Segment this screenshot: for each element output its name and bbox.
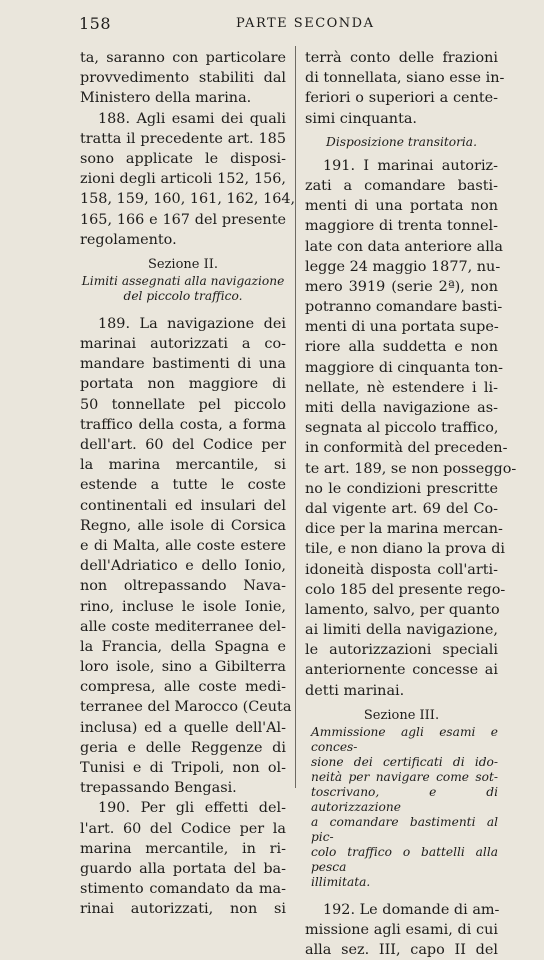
section-title: Sezione II.	[147, 256, 219, 272]
text-line: idoneità disposta coll'arti-	[305, 561, 498, 578]
section-subtitle-line: Ammissione agli esami e conces-	[311, 724, 498, 754]
text-line: compresa, alle coste medi-	[80, 679, 286, 696]
section-subtitle-line: colo traffico o battelli alla pesca	[311, 844, 498, 874]
text-line: portata non maggiore di	[80, 376, 286, 393]
text-line: segnata al piccolo traffico,	[305, 420, 499, 437]
text-line: l'art. 60 del Codice per la	[80, 820, 286, 837]
section-subtitle-line: sione dei certificati di ido-	[311, 754, 498, 769]
text-line: 158, 159, 160, 161, 162, 164,	[80, 191, 296, 208]
page-header	[0, 14, 544, 36]
text-line: detti marinai.	[305, 682, 405, 699]
text-line: trepassando Bengasi.	[80, 780, 237, 797]
text-line: dell'art. 60 del Codice per	[80, 437, 286, 453]
text-line: anteriornente concesse ai	[305, 662, 498, 679]
article-192-start: 192. Le domande di am-	[323, 901, 500, 918]
text-line: e di Malta, alle coste estere	[80, 537, 286, 554]
text-line: continentali ed insulari del	[80, 497, 286, 514]
text-line: menti di una portata supe-	[305, 319, 499, 336]
text-line: traffico della costa, a forma	[80, 416, 286, 433]
section-subtitle-line: del piccolo traffico.	[123, 288, 243, 303]
text-line: di tonnellata, siano esse in-	[305, 70, 505, 87]
text-line: loro isole, sino a Gibilterra	[80, 659, 286, 676]
article-188-start: 188. Agli esami dei quali	[98, 110, 286, 127]
text-line: zati a comandare basti-	[305, 177, 498, 194]
text-line: colo 185 del presente rego-	[305, 581, 506, 598]
text-line: 165, 166 e 167 del presente	[80, 211, 286, 228]
text-line: nellate, nè estendere i li-	[305, 379, 498, 396]
article-189-start: 189. La navigazione dei	[98, 315, 286, 332]
text-line: stimento comandato da ma-	[80, 881, 286, 898]
text-line: in conformità del preceden-	[305, 440, 508, 457]
text-line: miti della navigazione as-	[305, 400, 498, 416]
text-line: ta, saranno con particolare	[80, 50, 286, 66]
text-line: geria e delle Reggenze di	[80, 739, 286, 756]
text-line: marina mercantile, in ri-	[80, 840, 286, 857]
text-line: riore alla suddetta e non	[305, 339, 498, 356]
left-column	[80, 48, 296, 920]
text-line: dal vigente art. 69 del Co-	[305, 500, 498, 517]
text-line: rinai autorizzati, non si	[80, 901, 286, 918]
text-line: marinai autorizzati a co-	[80, 336, 286, 353]
text-line: le autorizzazioni speciali	[305, 642, 498, 659]
right-column	[305, 48, 517, 960]
text-line: Tunisi e di Tripoli, non ol-	[80, 760, 286, 776]
text-line: terranee del Marocco (Ceuta	[80, 699, 292, 716]
running-head: PARTE SECONDA	[236, 16, 375, 31]
text-line: sono applicate le disposi-	[80, 150, 286, 167]
text-line: Ministero della marina.	[80, 90, 252, 107]
section-title: Sezione III.	[363, 707, 440, 723]
text-line: zioni degli articoli 152, 156,	[80, 171, 286, 188]
text-line: tratta il precedente art. 185	[80, 130, 286, 147]
page-number: 158	[79, 14, 112, 33]
text-line: missione agli esami, di cui	[305, 922, 498, 938]
text-line: estende a tutte le coste	[80, 477, 286, 494]
text-line: alle coste mediterranee del-	[80, 618, 286, 635]
text-line: potranno comandare basti-	[305, 299, 503, 316]
text-line: la marina mercantile, si	[80, 457, 286, 474]
transitory-title: Disposizione transitoria.	[326, 134, 477, 149]
text-line: inclusa) ed a quelle dell'Al-	[80, 719, 286, 736]
section-subtitle-line: toscrivano, e di autorizzazione	[311, 784, 498, 814]
text-line: Regno, alle isole di Corsica	[80, 517, 286, 534]
text-line: dell'Adriatico e dello Ionio,	[80, 558, 286, 575]
text-line: maggiore di cinquanta ton-	[305, 359, 504, 376]
text-line: alla sez. III, capo II del	[305, 942, 498, 959]
text-line: feriori o superiori a cente-	[305, 90, 498, 107]
text-line: menti di una portata non	[305, 198, 498, 215]
text-line: rino, incluse le isole Ionie,	[80, 598, 286, 615]
text-line: legge 24 maggio 1877, nu-	[305, 258, 501, 275]
section-subtitle-line: a comandare bastimenti al pic-	[311, 814, 498, 844]
text-line: terrà conto delle frazioni	[305, 50, 498, 66]
text-line: lamento, salvo, per quanto	[305, 601, 500, 618]
text-line: simi cinquanta.	[305, 110, 418, 127]
text-line: guardo alla portata del ba-	[80, 860, 286, 877]
text-line: te art. 189, se non posseggo-	[305, 460, 517, 477]
text-line: la Francia, della Spagna e	[80, 638, 286, 655]
text-line: mero 3919 (serie 2ª), non	[305, 278, 498, 295]
text-line: tile, e non diano la prova di	[305, 541, 506, 558]
section-subtitle-line: neità per navigare come sot-	[311, 769, 498, 784]
text-line: ai limiti della navigazione,	[305, 622, 498, 639]
text-line: provvedimento stabiliti dal	[80, 70, 286, 87]
article-191-start: 191. I marinai autoriz-	[323, 157, 498, 174]
column-divider	[295, 46, 296, 788]
text-line: non oltrepassando Nava-	[80, 578, 286, 595]
section-subtitle-line: illimitata.	[311, 874, 371, 889]
text-line: dice per la marina mercan-	[305, 521, 503, 538]
text-line: regolamento.	[80, 231, 177, 248]
section-subtitle-line: Limiti assegnati alla navigazione	[81, 273, 285, 288]
text-line: maggiore di trenta tonnel-	[305, 218, 498, 235]
text-line: no le condizioni prescritte	[305, 480, 498, 497]
text-line: late con data anteriore alla	[305, 238, 503, 255]
text-line: mandare bastimenti di una	[80, 356, 286, 373]
article-190-start: 190. Per gli effetti del-	[98, 800, 286, 817]
text-line: 50 tonnellate pel piccolo	[80, 396, 286, 413]
